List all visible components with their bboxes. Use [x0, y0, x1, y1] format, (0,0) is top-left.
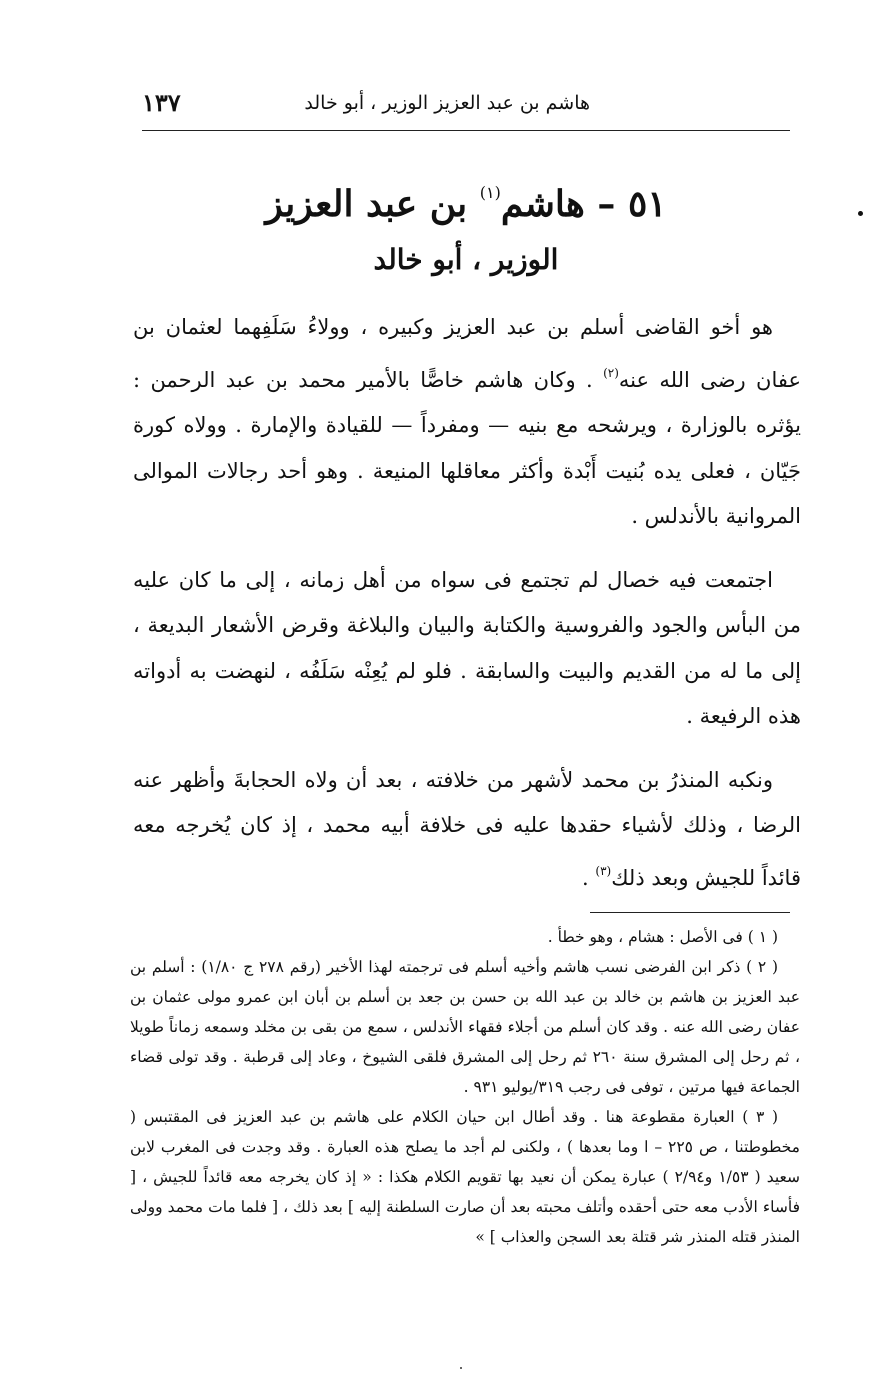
footnote-ref-2[interactable]: (٢): [603, 365, 619, 380]
paragraph-3-part-a: ونكبه المنذرُ بن محمد لأشهر من خلافته ، بعد أن ولاه الحجابةَ وأظهر عنه الرضا ، وذلك لأشياء حقدها عليه فى خلافة أبيه محمد ، إذ كان يُخرجه معه قائداً للجيش وبعد ذلك: [133, 767, 801, 890]
footnote-3: ( ٣ ) العبارة مقطوعة هنا . وقد أطال ابن حيان الكلام على هاشم بن عبد العزيز فى المقتبس ( مخطوطتنا ، ص ٢٢٥ – ا وما بعدها ) ، ولكنى لم أجد ما يصلح هذه العبارة . وقد وجدت فى المغرب لابن سعيد ( ١/٥٣ و٢/٩٤ ) عبارة يمكن أن نعيد بها تقويم الكلام هكذا : « إذ كان يخرجه معه قائداً للجيش ، [ فأساء الأدب معه حتى أحقده وأتلف محبته بعد أن صارت السلطنة إليه ] بعد ذلك ، [ فلما مات محمد وولى المنذر قتله المنذر شر قتلة بعد السجن والعذاب ] »: [130, 1108, 800, 1246]
paragraph-1-part-a: هو أخو القاضى أسلم بن عبد العزيز وكبيره ، وولاءُ سَلَفِهما لعثمان بن عفان رضى الله عنه: [133, 315, 802, 392]
paragraph-2: اجتمعت فيه خصال لم تجتمع فى سواه من أهل زمانه ، إلى ما كان عليه من البأس والجود والفروسية والكتابة والبيان والبلاغة وقرض الأشعار البديعة ، إلى ما له من القديم والبيت والسابقة . فلو لم يُعِنْه سَلَفُه ، لنهضت به أدواته هذه الرفيعة .: [133, 567, 801, 728]
footnote-1: ( ١ ) فى الأصل : هشام ، وهو خطأ .: [547, 928, 778, 946]
footnote-rule: [590, 912, 790, 913]
paragraph-1: [133, 305, 801, 540]
paragraph-3: [133, 758, 801, 902]
running-head: [142, 86, 790, 126]
paragraph-3-part-b: .: [582, 865, 596, 890]
page-number: ١٣٧: [142, 88, 181, 117]
body-text: [133, 305, 801, 919]
running-title: هاشم بن عبد العزيز الوزير ، أبو خالد: [304, 92, 590, 114]
paragraph-1-part-b: . وكان هاشم خاصًّا بالأمير محمد بن عبد الرحمن : يؤثره بالوزارة ، ويرشحه مع بنيه — ومفرداً — للقيادة والإمارة . وولاه كورة جَيّان ، فعلى يده بُنيت أَبْدة وأكثر معاقلها المنيعة . وهو أحد رجالات الموالى المروانية بالأندلس .: [133, 367, 801, 528]
footnote-2: ( ٢ ) ذكر ابن الفرضى نسب هاشم وأخيه أسلم فى ترجمته لهذا الأخير (رقم ٢٧٨ ج ١/٨٠) : أسلم بن عبد العزيز بن هاشم بن خالد بن عبد الله بن حسن بن جعد بن أسلم بن أبان ابن عمرو مولى عثمان بن عفان رضى الله عنه . وقد كان أسلم من أجلاء فقهاء الأندلس ، سمع من بقى بن مخلد وسمعه زماناً طويلا ، ثم رحل إلى المشرق سنة ٢٦٠ ثم رحل إلى المشرق فلقى الشيوخ ، وعاد إلى قرطبة . وقد تولى قضاء الجماعة فيها مرتين ، توفى فى رجب ٣١٩/يوليو ٩٣١ .: [130, 958, 800, 1096]
entry-title-number-name: ٥١ – هاشم: [500, 183, 667, 225]
footnote-ref-1[interactable]: (١): [479, 183, 501, 202]
entry-title: [142, 165, 790, 232]
footnote-ref-3[interactable]: (٣): [595, 863, 612, 878]
entry-heading: [142, 165, 790, 282]
margin-ink-dot: [858, 211, 863, 216]
footnotes: [130, 922, 800, 1252]
entry-subtitle: الوزير ، أبو خالد: [373, 243, 559, 276]
entry-title-lineage: بن عبد العزيز: [265, 183, 480, 225]
header-rule: [142, 130, 790, 131]
bottom-ink-speck: [460, 1367, 462, 1369]
